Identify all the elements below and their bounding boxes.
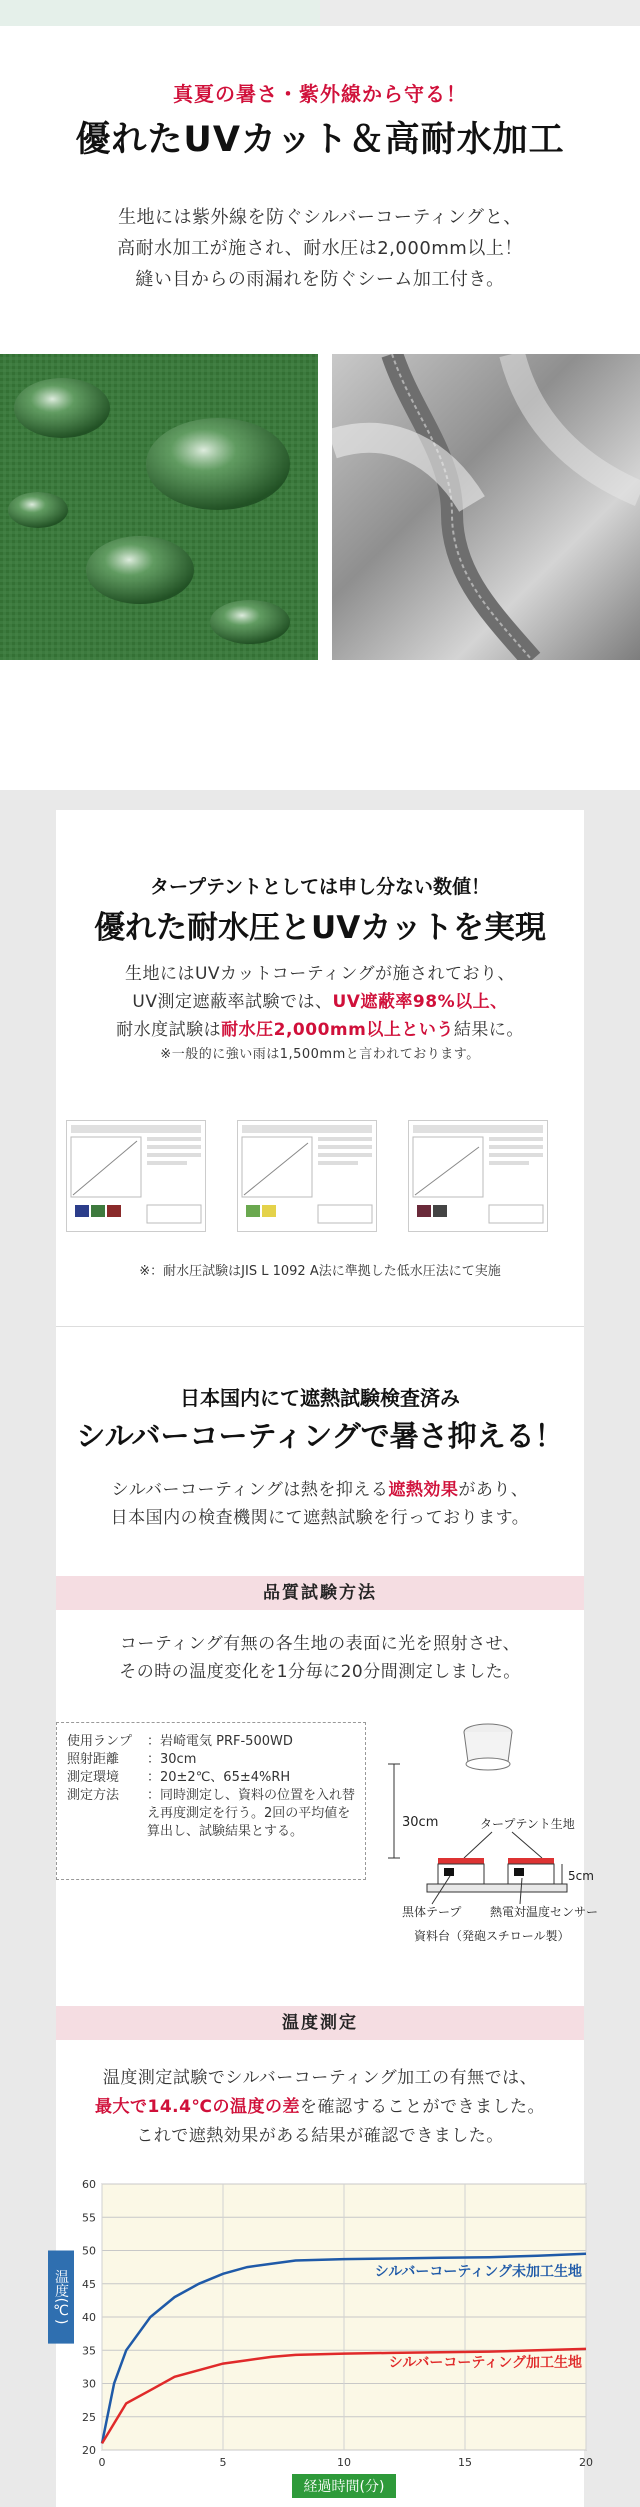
section1-body xyxy=(0,202,640,295)
section3-title: シルバーコーティングで暑さ抑える！ xyxy=(76,1419,564,1453)
heat-shield-highlight: 遮熱効果 xyxy=(388,1480,459,1500)
section2-note: ※一般的に強い雨は1,500mmと言われております。 xyxy=(160,1047,480,1062)
section2-title: 優れた耐水圧とUVカットを実現 xyxy=(94,910,546,946)
section2-subtitle: タープテントとしては申し分ない数値！ xyxy=(149,876,491,898)
spec-key: 測定環境 xyxy=(67,1770,120,1785)
x-tick-label: 10 xyxy=(337,2456,351,2469)
section2-body xyxy=(56,960,584,1066)
text-span: UV測定遮蔽率試験では、 xyxy=(132,992,333,1012)
y-tick-label: 20 xyxy=(82,2444,96,2457)
spec-row xyxy=(67,1787,355,1841)
y-tick-label: 60 xyxy=(82,2178,96,2191)
spec-value: ：岩崎電気 PRF-500WD xyxy=(147,1734,293,1749)
section2-footnote: ※：耐水圧試験はJIS L 1092 A法に準拠した低水圧法にて実施 xyxy=(139,1264,501,1279)
temperature-line: これで遮熱効果がある結果が確認できました。 xyxy=(136,2126,504,2146)
spec-value: ：20±2℃、65±4%RH xyxy=(147,1770,291,1785)
temperature-header-bar xyxy=(56,2006,584,2040)
method-header-bar xyxy=(56,1576,584,1610)
x-tick-label: 5 xyxy=(219,2456,227,2469)
method-line: コーティング有無の各生地の表面に光を照射させ、 xyxy=(119,1634,521,1654)
text-span: があり、 xyxy=(458,1480,529,1500)
temperature-header: 温度測定 xyxy=(282,2013,358,2033)
seam-photo xyxy=(332,354,640,660)
water-pressure-highlight: 耐水圧2,000mm以上という xyxy=(221,1020,454,1040)
section1-body-line: 生地には紫外線を防ぐシルバーコーティングと、 xyxy=(118,207,522,228)
y-tick-label: 30 xyxy=(82,2377,96,2391)
x-tick-label: 20 xyxy=(579,2456,593,2469)
section1-body-line: 高耐水加工が施され、耐水圧は2,000mm以上！ xyxy=(117,238,523,259)
top-accent-bar-gray xyxy=(320,0,640,26)
temperature-diff-highlight: 最大で14.4℃の温度の差 xyxy=(94,2097,301,2117)
temperature-line: 温度測定試験でシルバーコーティング加工の有無では、 xyxy=(102,2068,538,2088)
test-report-2 xyxy=(237,1120,377,1232)
temperature-body xyxy=(56,2064,584,2151)
spec-key: 測定方法 xyxy=(67,1788,120,1803)
distance-label: 30cm xyxy=(402,1815,439,1830)
lamp-icon xyxy=(466,1758,510,1770)
spec-row xyxy=(67,1769,355,1787)
test-setup-diagram xyxy=(372,1718,628,1950)
series-label: シルバーコーティング未加工生地 xyxy=(374,2263,582,2280)
top-accent-bar xyxy=(0,0,320,26)
x-tick-label: 15 xyxy=(458,2456,472,2469)
series-label: シルバーコーティング加工生地 xyxy=(388,2354,582,2371)
method-line: その時の温度変化を1分毎に20分間測定しました。 xyxy=(119,1662,521,1682)
x-axis-label: 経過時間(分) xyxy=(303,2479,385,2495)
method-header: 品質試験方法 xyxy=(263,1583,377,1603)
x-tick-label: 0 xyxy=(98,2456,106,2469)
spec-value: ：30cm xyxy=(147,1752,197,1767)
test-report-3 xyxy=(408,1120,548,1232)
y-axis-label: 温度(℃) xyxy=(53,2269,69,2325)
section3-body xyxy=(56,1476,584,1532)
temperature-chart xyxy=(44,2170,604,2507)
y-tick-label: 45 xyxy=(82,2277,96,2291)
test-report-1 xyxy=(66,1120,206,1232)
section3-line xyxy=(56,1476,584,1504)
section2-line: 生地にはUVカットコーティングが施されており、 xyxy=(124,964,516,984)
stand-label: 資料台（発砲スチロール製） xyxy=(414,1929,570,1943)
text-span: シルバーコーティングは熱を抑える xyxy=(111,1480,389,1500)
text-span: 耐水度試験は xyxy=(116,1020,222,1040)
tape-label: 黒体テープ xyxy=(402,1905,462,1919)
section2-line xyxy=(56,988,584,1016)
spec-key: 照射距離 xyxy=(67,1752,120,1767)
spec-row xyxy=(67,1733,355,1751)
section1-body-line: 縫い目からの雨漏れを防ぐシーム加工付き。 xyxy=(135,269,505,290)
uv-highlight: UV遮蔽率98%以上、 xyxy=(332,992,508,1012)
text-span: 結果に。 xyxy=(453,1020,524,1040)
sensor-label: 熱電対温度センサー xyxy=(490,1905,599,1919)
test-conditions-box xyxy=(56,1722,366,1880)
y-tick-label: 50 xyxy=(82,2244,96,2258)
height-label: 5cm xyxy=(568,1869,594,1883)
fabric-label: タープテント生地 xyxy=(480,1817,575,1831)
spec-key: 使用ランプ xyxy=(67,1734,133,1749)
y-tick-label: 25 xyxy=(82,2410,96,2424)
y-tick-label: 35 xyxy=(82,2344,96,2358)
text-span: を確認することができました。 xyxy=(300,2097,546,2117)
section1-subtitle: 真夏の暑さ・紫外線から守る！ xyxy=(173,82,467,106)
water-droplet-photo xyxy=(0,354,318,660)
section1-title: 優れたUVカット＆高耐水加工 xyxy=(75,120,565,160)
y-tick-label: 40 xyxy=(82,2311,96,2324)
section3-line: 日本国内の検査機関にて遮熱試験を行っております。 xyxy=(110,1508,530,1528)
y-tick-label: 55 xyxy=(82,2211,96,2225)
section2-line xyxy=(56,1016,584,1044)
method-body xyxy=(56,1630,584,1686)
temperature-line xyxy=(56,2093,584,2122)
divider xyxy=(56,1326,584,1327)
spec-value: ：同時測定し、資料の位置を入れ替え再度測定を行う。2回の平均値を算出し、試験結果とする。 xyxy=(147,1788,356,1839)
spec-row xyxy=(67,1751,355,1769)
section3-subtitle: 日本国内にて遮熱試験検査済み xyxy=(180,1386,460,1410)
